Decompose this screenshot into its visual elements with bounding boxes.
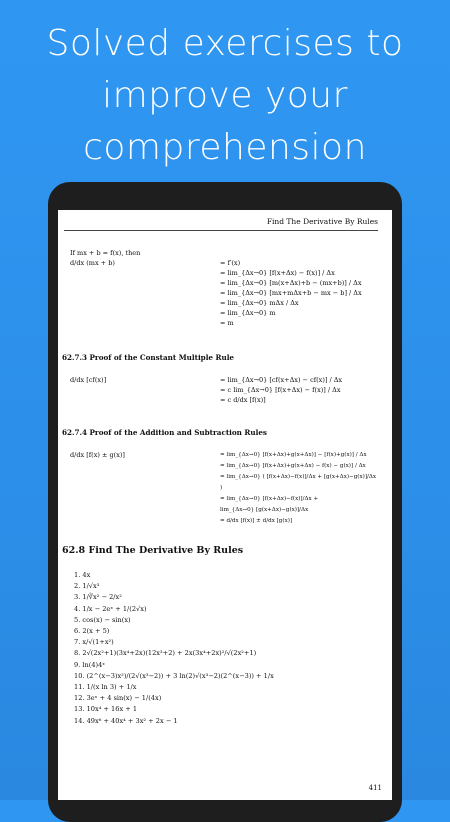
proof-lhs: d/dx [cf(x)] [70,376,107,384]
document-screen[interactable] [58,210,392,800]
list-item: 12. 3eˣ + 4 sin(x) − 1/(4x) [74,694,162,703]
proof-step: = lim_{Δx→0} [cf(x+Δx) − cf(x)] / Δx [220,376,343,384]
intro-block [70,248,380,328]
headline-line-2: improve your [102,75,348,116]
intro-step: = lim_{Δx→0} [f(x+Δx) − f(x)] / Δx [220,269,335,277]
proof-step: = c d/dx [f(x)] [220,396,266,404]
answer-list [74,570,274,727]
list-item: 2. 1/√x³ [74,582,100,591]
intro-step: = lim_{Δx→0} [mx+mΔx+b − mx − b] / Δx [220,289,362,297]
list-item: 11. 1/(x ln 3) + 1/x [74,683,137,692]
proof-step: = lim_{Δx→0} [f(x+Δx)+g(x+Δx)] − [f(x)+g(x)] / Δx [220,452,367,458]
list-item: 14. 49x⁶ + 40x⁴ + 3x² + 2x − 1 [74,716,178,725]
intro-step: = lim_{Δx→0} m [220,309,276,317]
list-item: 4. 1/x − 2eˣ + 1/(2√x) [74,604,147,613]
proof-step: = c lim_{Δx→0} [f(x+Δx) − f(x)] / Δx [220,386,341,394]
list-item: 6. 2(x + 5) [74,627,110,636]
proof-step: = d/dx [f(x)] ± d/dx [g(x)] [220,518,293,524]
intro-step: = f′(x) [220,259,241,267]
list-item: 1. 4x [74,571,91,579]
section-heading-find-derivative: 62.8 Find The Derivative By Rules [62,545,244,556]
headline-line-3: comprehension [83,127,367,168]
page-number: 411 [368,784,382,792]
list-item: 9. ln(4)4ˣ [74,660,106,669]
running-header: Find The Derivative By Rules [64,214,378,231]
list-item: 13. 10x⁴ + 16x + 1 [74,705,138,714]
headline-line-1: Solved exercises to [46,23,404,64]
intro-step: = m [220,319,234,327]
proof-lhs: d/dx [f(x) ± g(x)] [70,451,125,459]
promo-headline [0,18,450,174]
intro-step: = lim_{Δx→0} mΔx / Δx [220,299,299,307]
list-item: 7. x/√(1+x²) [74,638,114,647]
list-item: 8. 2√(2x²+1)(3x⁴+2x)(12x³+2) + 2x(3x⁴+2x)²/√(2x²+1) [74,649,257,658]
proof-step: lim_{Δx→0} [g(x+Δx)−g(x)]/Δx [220,507,309,513]
intro-line-2: d/dx (mx + b) [70,259,115,267]
constant-multiple-proof [70,375,380,405]
list-item: 3. 1/∛x² − 2/x² [74,593,122,602]
proof-step: = lim_{Δx→0} [f(x+Δx)−f(x)]/Δx + [220,496,319,502]
proof-step: = lim_{Δx→0} ( [f(x+Δx)−f(x)]/Δx + [g(x+Δx)−g(x)]/Δx ) [220,474,377,491]
proof-step: = lim_{Δx→0} [f(x+Δx)+g(x+Δx) − f(x) − g(x)] / Δx [220,463,366,469]
intro-line-1: If mx + b = f(x), then [70,249,141,257]
list-item: 5. cos(x) − sin(x) [74,615,131,624]
section-heading-addition-subtraction: 62.7.4 Proof of the Addition and Subtraction Rules [62,428,267,437]
section-heading-constant-multiple: 62.7.3 Proof of the Constant Multiple Rule [62,353,235,362]
intro-step: = lim_{Δx→0} [m(x+Δx)+b − (mx+b)] / Δx [220,279,362,287]
addition-subtraction-proof [70,450,380,527]
list-item: 10. (2^(x−3)x²)/(2√(x³−2)) + 3 ln(2)√(x³−2)(2^(x−3)) + 1/x [74,671,274,680]
